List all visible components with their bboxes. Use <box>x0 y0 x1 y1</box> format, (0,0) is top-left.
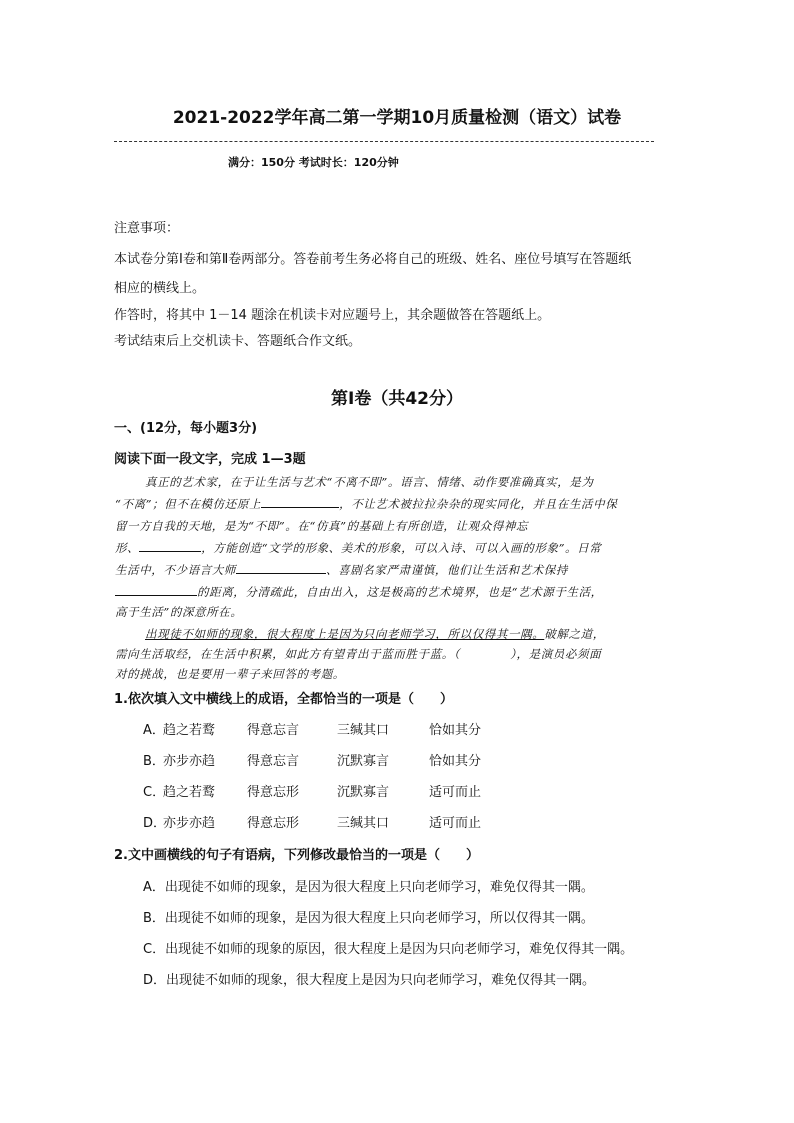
passage-text: 形、 <box>115 541 140 555</box>
question-2-option-b[interactable]: B．出现徒不如师的现象，是因为很大程度上只向老师学习，所以仅得其一隅。 <box>143 911 594 926</box>
passage-text: “不离”；但不在模仿还原上 <box>115 497 262 511</box>
passage-line: 真正的艺术家，在于让生活与艺术“不离不即”。语言、情绪、动作要准确真实，是为 <box>145 475 594 489</box>
reading-instruction: 阅读下面一段文字，完成 1—3题 <box>114 452 306 467</box>
part-heading: 一、(12分，每小题3分) <box>114 421 258 436</box>
passage-line: 对的挑战，也是要用一辈子来回答的考题。 <box>115 667 345 681</box>
passage-line <box>115 562 682 578</box>
passage-text: ，不让艺术被拉拉杂杂的现实同化，并且在生活中保 <box>339 497 618 511</box>
option-letter: C． <box>143 785 166 800</box>
passage-line <box>115 496 682 512</box>
option-idiom: 得意忘形 <box>247 785 300 800</box>
option-letter: B． <box>143 754 165 769</box>
option-idiom: 得意忘言 <box>247 754 300 769</box>
exam-title: 2021-2022学年高二第一学期10月质量检测（语文）试卷 <box>172 108 622 128</box>
passage-text: 、喜剧名家严肃谨慎，他们让生活和艺术保持 <box>326 563 568 577</box>
option-idiom: 适可而止 <box>429 785 482 800</box>
question-2-option-c[interactable]: C．出现徒不如师的现象的原因，很大程度上是因为只向老师学习，难免仅得其一隅。 <box>143 942 634 957</box>
fill-blank <box>115 585 197 596</box>
passage-text: ，方能创造“文学的形象、美术的形象，可以入诗、可以入画的形象”。日常 <box>201 541 602 555</box>
passage-line: 留一方自我的天地，是为“不即”。在“仿真”的基础上有所创造，让观众得神忘 <box>115 519 529 533</box>
option-idiom: 得意忘言 <box>247 723 300 738</box>
question-2-stem: 2.文中画横线的句子有语病，下列修改最恰当的一项是（ ） <box>114 848 479 863</box>
option-letter: D． <box>143 816 167 831</box>
option-idiom: 恰如其分 <box>429 754 482 769</box>
option-idiom: 适可而止 <box>429 816 482 831</box>
passage-text: ），是演员必须面 <box>510 647 602 661</box>
section-title: 第Ⅰ卷（共42分） <box>331 389 463 409</box>
question-1-option-d[interactable] <box>143 812 481 831</box>
option-idiom: 恰如其分 <box>429 723 482 738</box>
notes-line-4: 考试结束后上交机读卡、答题纸合作文纸。 <box>114 334 362 349</box>
fill-blank <box>261 497 339 508</box>
passage-text: 需向生活取经，在生活中积累，如此方有望青出于蓝而胜于蓝。（ <box>115 647 461 661</box>
title-divider <box>114 141 654 142</box>
question-2-option-d[interactable]: D．出现徒不如师的现象，很大程度上是因为只向老师学习，难免仅得其一隅。 <box>143 973 596 988</box>
option-idiom: 沉默寡言 <box>337 754 390 769</box>
underlined-sentence: 出现徒不如师的现象，很大程度上是因为只向老师学习，所以仅得其一隅。 <box>145 627 545 641</box>
passage-line <box>115 646 682 662</box>
question-1-option-a[interactable] <box>143 719 481 738</box>
passage-text: 的距离，分清疏此，自由出入，这是极高的艺术境界，也是“艺术源于生活， <box>197 585 603 599</box>
question-1-option-c[interactable] <box>143 781 481 800</box>
option-idiom: 亦步亦趋 <box>163 754 216 769</box>
passage-line <box>115 626 712 642</box>
option-idiom: 趋之若鹜 <box>163 785 216 800</box>
fill-blank <box>236 563 326 574</box>
notes-line-1: 本试卷分第Ⅰ卷和第Ⅱ卷两部分。答卷前考生务必将自己的班级、姓名、座位号填写在答题纸 <box>114 252 632 267</box>
score-line: 满分：150分 考试时长：120分钟 <box>228 156 399 169</box>
question-1-stem: 1.依次填入文中横线上的成语，全都恰当的一项是（ ） <box>114 692 453 707</box>
passage-line <box>115 540 682 556</box>
notes-heading: 注意事项： <box>114 221 180 236</box>
option-idiom: 沉默寡言 <box>337 785 390 800</box>
passage-line: 高于生活”的深意所在。 <box>115 605 243 619</box>
notes-line-3: 作答时，将其中 1－14 题涂在机读卡对应题号上，其余题做答在答题纸上。 <box>114 308 551 323</box>
passage-text: 破解之道， <box>544 627 605 641</box>
option-idiom: 趋之若鹜 <box>163 723 216 738</box>
passage-line <box>115 584 682 600</box>
option-idiom: 得意忘形 <box>247 816 300 831</box>
passage-text: 生活中，不少语言大师 <box>115 563 236 577</box>
fill-blank <box>139 541 201 552</box>
question-2-option-a[interactable]: A．出现徒不如师的现象，是因为很大程度上只向老师学习，难免仅得其一隅。 <box>143 880 594 895</box>
notes-line-2: 相应的横线上。 <box>114 281 206 296</box>
option-idiom: 亦步亦趋 <box>163 816 216 831</box>
option-letter: A． <box>143 723 165 738</box>
option-idiom: 三缄其口 <box>337 816 390 831</box>
question-1-option-b[interactable] <box>143 750 481 769</box>
option-idiom: 三缄其口 <box>337 723 390 738</box>
